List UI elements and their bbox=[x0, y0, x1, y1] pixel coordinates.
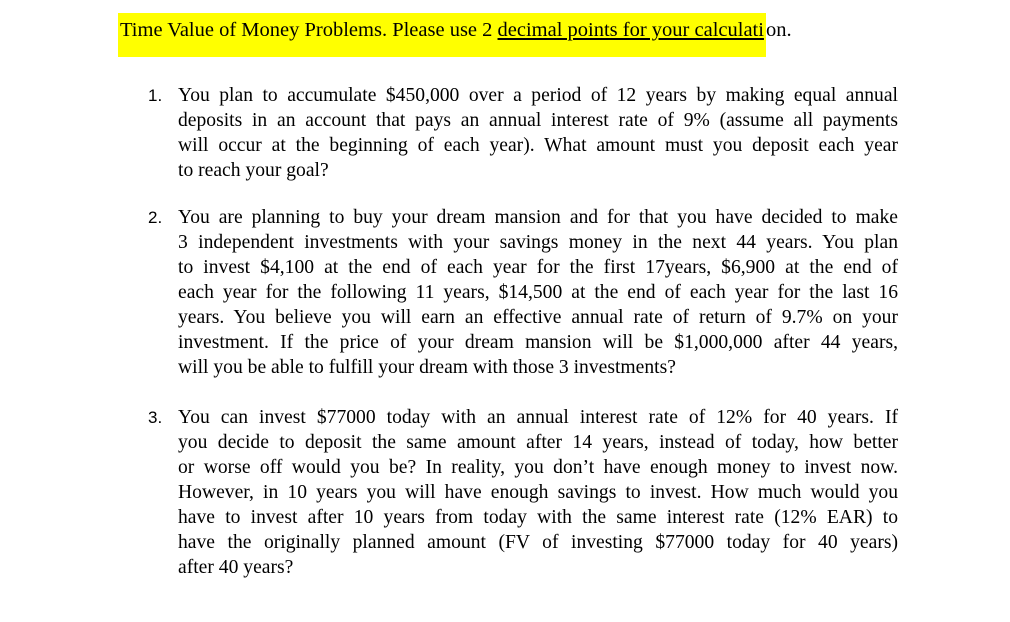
question-line: However, in 10 years you will have enough savings to invest. How much would you bbox=[178, 482, 898, 503]
question-line: have the originally planned amount (FV of investing $77000 today for 40 years) bbox=[178, 532, 898, 553]
question-text bbox=[178, 405, 898, 580]
heading-link-decimal-points[interactable]: decimal points for your calculati bbox=[497, 19, 764, 41]
question-line: deposits in an account that pays an annual interest rate of 9% (assume all payments bbox=[178, 110, 898, 131]
heading-text-part3: on. bbox=[765, 19, 792, 41]
question-number: 1. bbox=[148, 86, 163, 105]
question-text bbox=[178, 205, 898, 380]
heading-text-part1: Time Value of Money Problems. Please use 2 bbox=[120, 19, 498, 41]
question-line: each year for the following 11 years, $14,500 at the end of each year for the last 16 bbox=[178, 282, 898, 303]
question-number: 2. bbox=[148, 208, 163, 227]
document-heading bbox=[118, 10, 792, 57]
question-line: You can invest $77000 today with an annual interest rate of 12% for 40 years. If bbox=[178, 407, 898, 428]
question-1 bbox=[148, 83, 908, 183]
question-line: You are planning to buy your dream mansion and for that you have decided to make bbox=[178, 207, 898, 228]
question-line: you decide to deposit the same amount after 14 years, instead of today, how better bbox=[178, 432, 898, 453]
question-line: years. You believe you will earn an effective annual rate of return of 9.7% on your bbox=[178, 307, 898, 328]
question-line: will occur at the beginning of each year). What amount must you deposit each year bbox=[178, 135, 898, 156]
question-2 bbox=[148, 205, 908, 380]
question-line: to invest $4,100 at the end of each year for the first 17years, $6,900 at the end of bbox=[178, 257, 898, 278]
question-3 bbox=[148, 405, 908, 580]
question-line: You plan to accumulate $450,000 over a period of 12 years by making equal annual bbox=[178, 85, 898, 106]
question-number: 3. bbox=[148, 408, 163, 427]
question-line: to reach your goal? bbox=[178, 160, 329, 181]
question-line: or worse off would you be? In reality, you don’t have enough money to invest now. bbox=[178, 457, 898, 478]
question-line: 3 independent investments with your savings money in the next 44 years. You plan bbox=[178, 232, 898, 253]
question-line: investment. If the price of your dream mansion will be $1,000,000 after 44 years, bbox=[178, 332, 898, 353]
question-line: after 40 years? bbox=[178, 557, 294, 578]
question-line: have to invest after 10 years from today with the same interest rate (12% EAR) to bbox=[178, 507, 898, 528]
heading-highlight bbox=[118, 13, 766, 57]
question-text bbox=[178, 83, 898, 183]
question-line: will you be able to fulfill your dream with those 3 investments? bbox=[178, 357, 676, 378]
